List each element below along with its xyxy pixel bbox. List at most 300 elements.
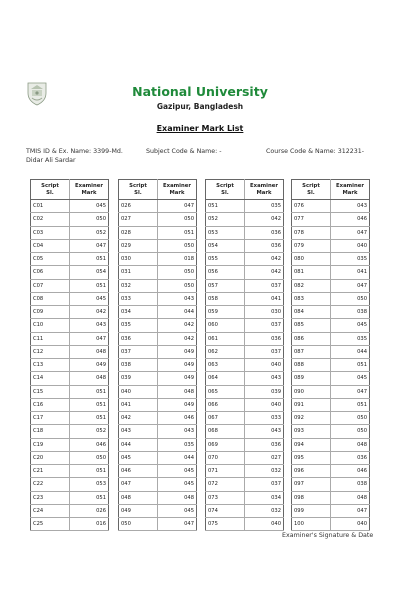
table-row	[206, 372, 284, 385]
examiner-mark: 043	[158, 292, 197, 305]
examiner-mark: 036	[245, 332, 284, 345]
examiner-mark: 040	[331, 518, 370, 531]
script-number: C19	[31, 438, 70, 451]
examiner-mark: 049	[70, 359, 109, 372]
examiner-mark: 026	[70, 504, 109, 517]
script-number: C01	[31, 200, 70, 213]
script-number: 031	[119, 266, 158, 279]
column-header-mark: Examiner Mark	[70, 180, 109, 200]
script-number: 094	[292, 438, 331, 451]
table-row	[292, 372, 370, 385]
table-row	[119, 478, 197, 491]
script-number: C16	[31, 398, 70, 411]
examiner-mark: 048	[158, 491, 197, 504]
script-number: C05	[31, 253, 70, 266]
table-row	[31, 465, 109, 478]
table-row	[31, 279, 109, 292]
table-row	[31, 332, 109, 345]
script-number: 069	[206, 438, 245, 451]
examiner-mark: 041	[245, 292, 284, 305]
examiner-mark: 047	[158, 200, 197, 213]
script-number: C11	[31, 332, 70, 345]
examiner-mark: 045	[70, 292, 109, 305]
table-row	[206, 478, 284, 491]
examiner-mark: 051	[70, 412, 109, 425]
examiner-mark: 043	[331, 200, 370, 213]
mark-table	[118, 179, 197, 531]
table-row	[119, 239, 197, 252]
examiner-mark: 051	[331, 359, 370, 372]
table-row	[119, 438, 197, 451]
examiner-mark: 044	[158, 451, 197, 464]
table-row	[119, 266, 197, 279]
script-number: 075	[206, 518, 245, 531]
script-number: 071	[206, 465, 245, 478]
examiner-mark: 027	[245, 451, 284, 464]
examiner-mark: 047	[158, 518, 197, 531]
examiner-mark: 051	[70, 385, 109, 398]
script-number: 053	[206, 226, 245, 239]
script-number: 042	[119, 412, 158, 425]
university-name: National University	[132, 84, 268, 99]
table-row	[292, 398, 370, 411]
examiner-mark: 032	[245, 504, 284, 517]
examiner-mark: 047	[70, 332, 109, 345]
examiner-mark: 043	[245, 425, 284, 438]
table-row	[206, 253, 284, 266]
table-row	[292, 451, 370, 464]
script-number: C20	[31, 451, 70, 464]
table-row	[206, 451, 284, 464]
table-row	[31, 239, 109, 252]
script-number: 047	[119, 478, 158, 491]
examiner-mark: 038	[331, 306, 370, 319]
script-number: 064	[206, 372, 245, 385]
script-number: 062	[206, 345, 245, 358]
table-row	[292, 412, 370, 425]
script-number: C12	[31, 345, 70, 358]
examiner-mark: 042	[70, 306, 109, 319]
examiner-mark: 046	[158, 412, 197, 425]
examiner-mark: 051	[331, 398, 370, 411]
examiner-mark: 040	[245, 398, 284, 411]
script-number: C08	[31, 292, 70, 305]
examiner-mark: 036	[245, 438, 284, 451]
examiner-mark: 051	[70, 279, 109, 292]
examiner-mark: 053	[70, 478, 109, 491]
script-number: 083	[292, 292, 331, 305]
script-number: C22	[31, 478, 70, 491]
examiner-mark: 046	[331, 465, 370, 478]
script-number: 082	[292, 279, 331, 292]
examiner-mark: 045	[70, 200, 109, 213]
examiner-mark: 050	[70, 213, 109, 226]
table-row	[31, 478, 109, 491]
mark-table	[291, 179, 370, 531]
script-number: 033	[119, 292, 158, 305]
table-row	[206, 425, 284, 438]
table-row	[292, 478, 370, 491]
examiner-mark: 054	[70, 266, 109, 279]
table-row	[31, 385, 109, 398]
script-number: C17	[31, 412, 70, 425]
script-number: 066	[206, 398, 245, 411]
script-number: 065	[206, 385, 245, 398]
script-number: 085	[292, 319, 331, 332]
table-row	[206, 504, 284, 517]
examiner-mark: 042	[158, 319, 197, 332]
examiner-mark: 042	[158, 332, 197, 345]
mark-table	[30, 179, 109, 531]
table-row	[292, 359, 370, 372]
examiner-mark: 050	[158, 213, 197, 226]
examiner-mark: 045	[158, 465, 197, 478]
script-number: 041	[119, 398, 158, 411]
examiner-mark: 037	[245, 478, 284, 491]
script-number: 084	[292, 306, 331, 319]
examiner-mark: 042	[245, 253, 284, 266]
examiner-mark: 045	[331, 372, 370, 385]
examiner-mark: 047	[331, 226, 370, 239]
script-number: 063	[206, 359, 245, 372]
script-number: C14	[31, 372, 70, 385]
script-number: 036	[119, 332, 158, 345]
script-number: C24	[31, 504, 70, 517]
examiner-mark: 047	[331, 385, 370, 398]
script-number: 067	[206, 412, 245, 425]
table-row	[206, 306, 284, 319]
script-number: 093	[292, 425, 331, 438]
table-row	[206, 332, 284, 345]
examiner-mark: 043	[158, 425, 197, 438]
table-header-row	[119, 180, 197, 200]
script-number: 068	[206, 425, 245, 438]
examiner-mark: 048	[70, 345, 109, 358]
document-title: Examiner Mark List	[156, 124, 244, 133]
examiner-mark: 038	[331, 478, 370, 491]
script-number: 087	[292, 345, 331, 358]
examiner-mark: 050	[158, 279, 197, 292]
table-row	[119, 465, 197, 478]
table-row	[119, 332, 197, 345]
examiner-mark: 037	[245, 345, 284, 358]
examiner-mark: 016	[70, 518, 109, 531]
script-number: 032	[119, 279, 158, 292]
table-row	[292, 504, 370, 517]
table-row	[292, 239, 370, 252]
table-row	[119, 451, 197, 464]
university-location: Gazipur, Bangladesh	[156, 102, 244, 111]
script-number: 073	[206, 491, 245, 504]
script-number: 028	[119, 226, 158, 239]
examiner-signature-label: Examiner's Signature & Date	[282, 532, 374, 539]
table-row	[31, 306, 109, 319]
examiner-mark: 051	[70, 465, 109, 478]
table-row	[31, 425, 109, 438]
script-number: 096	[292, 465, 331, 478]
script-number: C10	[31, 319, 70, 332]
examiner-mark: 049	[158, 398, 197, 411]
examiner-mark: 040	[245, 518, 284, 531]
script-number: 040	[119, 385, 158, 398]
script-number: 029	[119, 239, 158, 252]
examiner-mark: 049	[158, 345, 197, 358]
script-number: C18	[31, 425, 70, 438]
table-row	[292, 279, 370, 292]
script-number: 043	[119, 425, 158, 438]
table-row	[119, 345, 197, 358]
table-row	[119, 319, 197, 332]
examiner-mark: 045	[158, 478, 197, 491]
examiner-mark: 048	[70, 372, 109, 385]
examiner-mark: 035	[245, 200, 284, 213]
examiner-mark: 044	[331, 345, 370, 358]
examiner-mark: 050	[331, 292, 370, 305]
script-number: C21	[31, 465, 70, 478]
table-header-row	[31, 180, 109, 200]
script-number: C25	[31, 518, 70, 531]
script-number: 052	[206, 213, 245, 226]
examiner-mark: 051	[70, 398, 109, 411]
table-row	[31, 345, 109, 358]
table-row	[119, 213, 197, 226]
examiner-mark: 043	[70, 319, 109, 332]
table-row	[292, 518, 370, 531]
examiner-mark: 047	[331, 504, 370, 517]
examiner-mark: 051	[70, 253, 109, 266]
script-number: C06	[31, 266, 70, 279]
table-row	[119, 279, 197, 292]
table-header-row	[292, 180, 370, 200]
table-row	[292, 319, 370, 332]
table-row	[119, 412, 197, 425]
script-number: 058	[206, 292, 245, 305]
table-row	[292, 345, 370, 358]
column-header-mark: Examiner Mark	[158, 180, 197, 200]
script-number: 072	[206, 478, 245, 491]
table-row	[206, 226, 284, 239]
examiner-mark: 037	[245, 319, 284, 332]
script-number: 099	[292, 504, 331, 517]
table-row	[119, 398, 197, 411]
table-row	[292, 213, 370, 226]
table-row	[31, 372, 109, 385]
examiner-mark: 039	[245, 385, 284, 398]
script-number: 076	[292, 200, 331, 213]
table-row	[206, 319, 284, 332]
examiner-mark: 049	[158, 359, 197, 372]
table-row	[206, 491, 284, 504]
table-row	[292, 491, 370, 504]
script-number: 044	[119, 438, 158, 451]
script-number: 059	[206, 306, 245, 319]
examiner-mark: 047	[331, 279, 370, 292]
script-number: 092	[292, 412, 331, 425]
table-row	[31, 518, 109, 531]
table-row	[119, 504, 197, 517]
examiner-mark: 046	[70, 438, 109, 451]
script-number: C04	[31, 239, 70, 252]
examiner-mark: 051	[158, 226, 197, 239]
table-row	[119, 491, 197, 504]
examiner-mark: 048	[331, 438, 370, 451]
table-row	[119, 425, 197, 438]
script-number: 077	[292, 213, 331, 226]
examiner-mark: 036	[331, 451, 370, 464]
table-row	[119, 518, 197, 531]
script-number: 079	[292, 239, 331, 252]
examiner-mark: 037	[245, 279, 284, 292]
script-number: 060	[206, 319, 245, 332]
examiner-mark: 045	[158, 504, 197, 517]
table-row	[119, 359, 197, 372]
examiner-mark: 043	[245, 372, 284, 385]
table-row	[292, 438, 370, 451]
script-number: 080	[292, 253, 331, 266]
table-row	[206, 412, 284, 425]
examiner-mark: 048	[158, 385, 197, 398]
script-number: 057	[206, 279, 245, 292]
examiner-mark: 051	[70, 491, 109, 504]
column-header-mark: Examiner Mark	[245, 180, 284, 200]
script-number: 056	[206, 266, 245, 279]
examiner-mark: 032	[245, 465, 284, 478]
table-row	[31, 504, 109, 517]
column-header-script: Script Sl.	[206, 180, 245, 200]
mark-table	[205, 179, 284, 531]
table-row	[206, 239, 284, 252]
script-number: 038	[119, 359, 158, 372]
script-number: 055	[206, 253, 245, 266]
table-row	[292, 332, 370, 345]
script-number: 086	[292, 332, 331, 345]
table-row	[206, 398, 284, 411]
table-row	[292, 292, 370, 305]
script-number: C23	[31, 491, 70, 504]
examiner-mark: 034	[245, 491, 284, 504]
examiner-mark: 050	[158, 266, 197, 279]
script-number: 048	[119, 491, 158, 504]
examiner-mark: 052	[70, 226, 109, 239]
examiner-mark: 041	[331, 266, 370, 279]
script-number: 088	[292, 359, 331, 372]
script-number: 061	[206, 332, 245, 345]
script-number: 090	[292, 385, 331, 398]
table-row	[119, 292, 197, 305]
script-number: 091	[292, 398, 331, 411]
script-number: 097	[292, 478, 331, 491]
table-row	[206, 266, 284, 279]
examiner-mark: 035	[158, 438, 197, 451]
script-number: 081	[292, 266, 331, 279]
table-row	[206, 385, 284, 398]
script-number: 030	[119, 253, 158, 266]
column-header-script: Script Sl.	[31, 180, 70, 200]
script-number: 074	[206, 504, 245, 517]
table-row	[119, 306, 197, 319]
table-row	[31, 359, 109, 372]
script-number: C03	[31, 226, 70, 239]
examiner-mark: 042	[245, 266, 284, 279]
table-row	[119, 226, 197, 239]
script-number: C07	[31, 279, 70, 292]
script-number: 039	[119, 372, 158, 385]
examiner-mark: 047	[70, 239, 109, 252]
script-number: C13	[31, 359, 70, 372]
table-row	[31, 266, 109, 279]
script-number: 054	[206, 239, 245, 252]
examiner-mark: 048	[331, 491, 370, 504]
table-row	[292, 306, 370, 319]
examiner-mark: 044	[158, 306, 197, 319]
script-number: 037	[119, 345, 158, 358]
table-row	[292, 266, 370, 279]
table-row	[31, 213, 109, 226]
script-number: 046	[119, 465, 158, 478]
table-row	[31, 226, 109, 239]
examiner-mark: 049	[158, 372, 197, 385]
table-row	[119, 372, 197, 385]
script-number: 070	[206, 451, 245, 464]
script-number: 098	[292, 491, 331, 504]
script-number: C15	[31, 385, 70, 398]
table-row	[31, 200, 109, 213]
examiner-mark: 018	[158, 253, 197, 266]
script-number: 051	[206, 200, 245, 213]
examiner-mark: 046	[331, 213, 370, 226]
script-number: C02	[31, 213, 70, 226]
examiner-mark: 036	[245, 239, 284, 252]
script-number: 095	[292, 451, 331, 464]
examiner-mark: 030	[245, 306, 284, 319]
examiner-mark: 033	[245, 412, 284, 425]
table-row	[31, 491, 109, 504]
tmis-examiner-info: TMIS ID & Ex. Name: 3399-Md. Didar Ali Sardar	[26, 148, 123, 164]
table-row	[206, 465, 284, 478]
script-number: 034	[119, 306, 158, 319]
table-row	[206, 279, 284, 292]
examiner-mark: 035	[331, 332, 370, 345]
table-row	[31, 451, 109, 464]
table-row	[119, 200, 197, 213]
table-row	[206, 359, 284, 372]
table-row	[31, 253, 109, 266]
table-row	[292, 385, 370, 398]
script-number: 100	[292, 518, 331, 531]
table-row	[292, 253, 370, 266]
table-row	[31, 319, 109, 332]
table-row	[119, 253, 197, 266]
examiner-mark: 040	[331, 239, 370, 252]
examiner-mark: 036	[245, 226, 284, 239]
table-row	[292, 465, 370, 478]
table-row	[206, 200, 284, 213]
column-header-script: Script Sl.	[119, 180, 158, 200]
table-row	[31, 412, 109, 425]
table-row	[292, 425, 370, 438]
table-row	[206, 292, 284, 305]
script-number: 035	[119, 319, 158, 332]
table-row	[31, 292, 109, 305]
script-number: 050	[119, 518, 158, 531]
examiner-mark: 050	[158, 239, 197, 252]
examiner-mark: 052	[70, 425, 109, 438]
script-number: 026	[119, 200, 158, 213]
script-number: 078	[292, 226, 331, 239]
examiner-mark: 050	[331, 412, 370, 425]
script-number: 049	[119, 504, 158, 517]
subject-info: Subject Code & Name: -	[146, 148, 222, 155]
